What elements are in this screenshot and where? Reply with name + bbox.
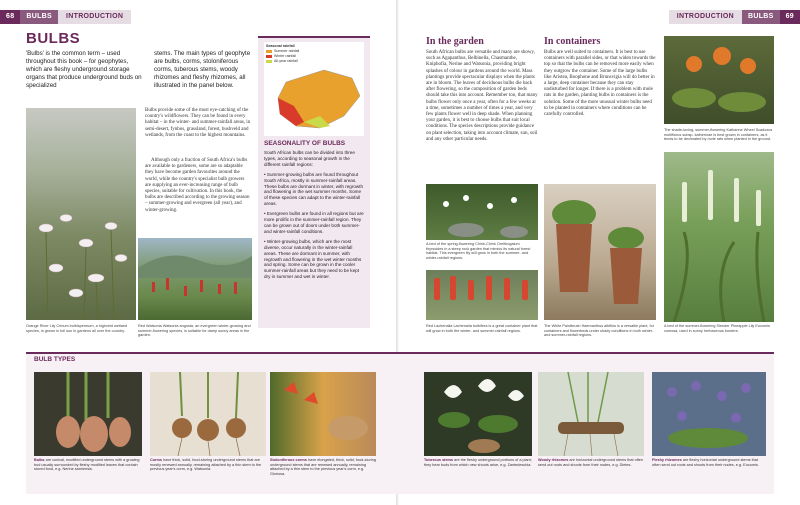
header-chapter-left: INTRODUCTION [58,10,131,24]
sidebar-lead: South African bulbs can be divided into three types, according to seasonal growth in the different rainfall regions: [264,150,355,167]
bulb-types-panel [26,352,774,494]
gloriosa-illustration [270,372,376,456]
stoloniferous-corm-caption: Stoloniferous corms have elongated, thick, solid, food-storing underground stems that are renewed annually, remaining attached by a thin stem to the previous year's corm, e.g. Gloriosa. [270,458,376,477]
photo-crinum [26,108,136,320]
caption-crinum: Orange River Lily Crinum bulbispermum, a highveld wetland species, is grown in full sun in gardens all over the country. [26,324,128,333]
legend-summer: Summer rainfall [266,49,299,54]
corm-caption: Corms have thick, solid, food-storing underground stems that are mostly renewed annually, remaining attached by a thin stem to the previous year's corm, e.g. Watsonia. [150,458,262,472]
bulb-caption: Bulbs are conical, modified underground stems with a growing bud usually surrounded by fleshy modified leaves that contain stored food, e.g. Nerine sarniensis. [34,458,140,472]
header-section-left: BULBS [20,10,58,24]
legend-winter: Winter rainfall [266,54,299,59]
page-title: BULBS [26,30,81,47]
left-header [0,10,131,24]
containers-heading: In containers [544,36,601,47]
rainfall-map [264,42,364,136]
caption-chinkchink: A bed of the spring-flowering Chink-Chink Ornithogalum thyrsoides in a steep rock garden that mimics its natural forest habitat. This evergreen lily will grow in both the summer- and winter-rainfall regions. [426,242,531,260]
lachenalia-illustration [426,270,538,320]
seasonality-sidebar [258,36,370,328]
chinkchink-illustration [426,184,538,240]
dietes-illustration [538,372,644,456]
sidebar-point-3: • Winter-growing bulbs, which are the most diverse, occur naturally in the winter-rainfall areas. These are dormant in summer, with regrowth and flowering in the wet winter months and spring. Some can be grown in the cooler summer-rainfall areas but they need to be kept dry in summer and wet in winter. [264,238,362,280]
bulb-types-title: BULB TYPES [34,356,76,363]
right-header [669,10,800,24]
map-legend [266,44,299,64]
bulb-image [34,372,142,456]
page-number-right: 69 [780,10,800,24]
page-number-left: 68 [0,10,20,24]
haemanthus-illustration [544,184,656,320]
fleshy-rhizome-illustration [652,372,766,456]
caption-haemanthus: The White Paintbrush Haemanthus albiflos is a versatile plant, for containers and flowerbeds under shady conditions in both winter- and summer-rainfall regions. [544,324,654,338]
watsonia-illustration [138,238,252,320]
scadoxus-illustration [664,36,774,124]
photo-haemanthus [544,184,656,320]
body-para-1: Bulbs provide some of the most eye-catching of the country's wildflowers. They can be found in every habitat – in the winter- and summer-rainfall areas, in semi-desert, fynbos, grassland, forest, bushveld and wetlands, from the coast to the highest mountains. [145,108,251,138]
photo-lachenalia [426,270,538,320]
intro-col-2: stems. The main types of geophyte are bulbs, corms, stoloniferous corms, tuberous stems, woody rhizomes and fleshy rhizomes, all illustrated in the panel below. [154,50,251,89]
crinum-illustration [26,108,136,320]
photo-chinkchink [426,184,538,240]
sidebar-title: SEASONALITY OF BULBS [264,140,346,147]
photo-scadoxus [664,36,774,124]
corm-image [150,372,266,456]
eucomis-illustration [664,152,774,322]
fleshy-rhizome-caption: Fleshy rhizomes are fleshy horizontal underground stems that often send out roots and shoots from their nodes, e.g. Eucomis. [652,458,759,467]
sidebar-point-1: • Summer-growing bulbs are found throughout South Africa, mostly in summer-rainfall areas. These bulbs are dormant in winter, with regrowth and flowering in the wet summer months. Some of these species can adapt to the winter-rainfall areas. [264,171,364,207]
corm-illustration [150,372,266,456]
caption-lachenalia: Red Lachenalia Lachenalia bulbifera is a great container plant that will grow in both the winter- and summer-rainfall regions. [426,324,538,333]
photo-watsonia [138,238,252,320]
body-para-2: Although only a fraction of South Africa's bulbs are available to gardeners, some are so adaptable they have become garden favourites around the world, while the country's specialist bulb growers are supplying an ever-increasing range of bulb species, suitable for cultivation. In this book, the bulbs are described according to the growing season – summer-growing and evergreen (all year), and winter-growing. [145,158,250,213]
caption-watsonia: Red Watsonia Watsonia angusta, an evergreen winter-growing and summer-flowering species, is suitable for damp sunny areas in the garden. [138,324,251,338]
caption-scadoxus: The shade-loving, summer-flowering Katharine Wheel Scadoxus multiflorus subsp. katherinae is best grown in containers, as it tends to be decimated by mole rats when planted in the ground. [664,128,773,142]
header-section-right: BULBS [742,10,780,24]
map-title: Seasonal rainfall [266,44,295,48]
bulb-illustration [34,372,142,456]
intro-col-1: 'Bulbs' is the common term – used throughout this book – for geophytes, which are fleshy underground storage organs that produce underground buds on specialized [26,50,142,89]
header-chapter-right: INTRODUCTION [669,10,742,24]
woody-rhizome-image [538,372,644,456]
tuberous-stem-caption: Tuberous stems are the fleshy underground portions of a plant; they bear buds from which new shoots arise, e.g. Zantedeschia. [424,458,532,467]
caption-eucomis: A bed of the summer-flowering Slender Pineapple Lily Eucomis comosa, used in sunny herbaceous borders. [664,324,770,333]
legend-allyear: All-year rainfall [266,59,299,64]
stoloniferous-corm-image [270,372,376,456]
tuberous-stem-image [424,372,532,456]
fleshy-rhizome-image [652,372,766,456]
garden-text: South African bulbs are versatile and many are showy, such as Agapanthus, Belbinella, Chasmanthe, Kniphofia, Nerine and Watsonia, providing bright splashes of colour in gardens around the world. Mass plantings provide spectacular displays when the plants are in bloom. The leaves of deciduous bulbs die back after flowering, so the composition of garden beds should take this into account. Remember too, that many bulbs flower only once a year, often for a few weeks at a time, sometimes a number of times a year, and very few plants flower well in deep shade. When planning your garden, it is best to choose bulbs that suit local conditions. The species descriptions provide guidance on plant selection, taking into account climate, sun, soil and any other particular needs. [426,50,538,142]
sidebar-point-2: • Evergreen bulbs are found in all regions but are more prolific in the summer-rainfall region. They can be grown out of doors under both summer- and winter-rainfall conditions. [264,211,364,234]
photo-eucomis [664,152,774,322]
containers-text: Bulbs are well suited to containers. It is best to use containers with parallel sides, or that widen towards the top so that the bulbs can be removed more easily when they outgrow the container. Some of the large bulbs like Aristea, Boophone and Brunsvigia will do better in a large, deep container because they can stay undisturbed for longer. If there is a problem with mole rats in the garden, planting bulbs in containers is the solution. Some of the more unusual winter bulbs need to be planted in containers where conditions can be carefully controlled. [544,50,656,118]
garden-heading: In the garden [426,36,484,47]
sidebar-body [264,150,364,284]
woody-rhizome-caption: Woody rhizomes are horizontal underground stems that often send out roots and shoots from their nodes, e.g. Dietes. [538,458,644,467]
zantedeschia-illustration [424,372,532,456]
